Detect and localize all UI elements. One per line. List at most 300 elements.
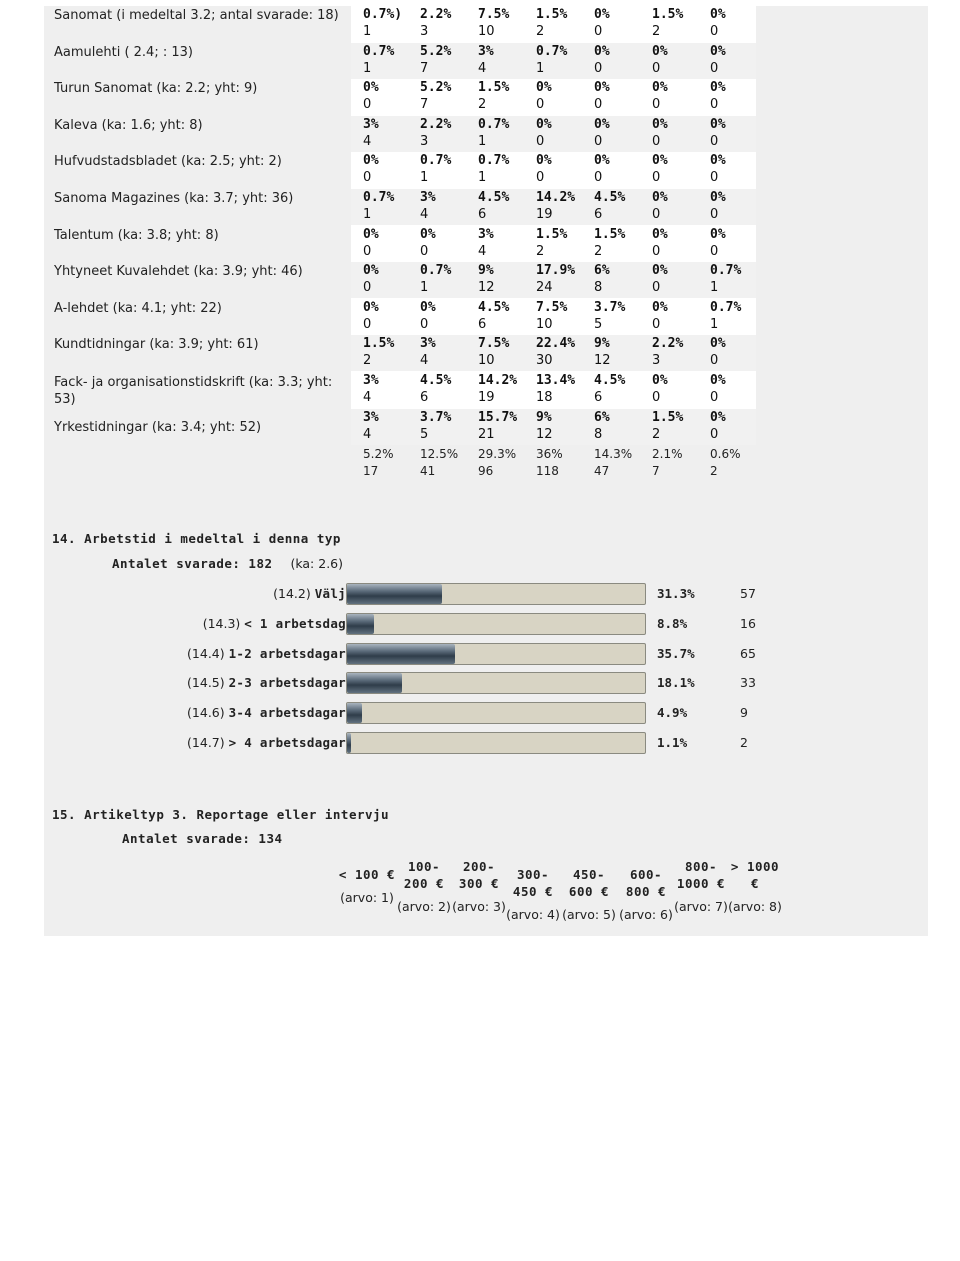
cell-percent: 14.2% (478, 373, 518, 388)
cell-percent: 5.2% (420, 80, 452, 96)
table-cell (408, 6, 466, 42)
table-cell (408, 226, 466, 262)
table-cell (466, 6, 524, 42)
total-percent: 14.3% (594, 447, 633, 461)
result-count: 33 (740, 675, 756, 691)
cell-count: 0 (363, 170, 372, 186)
table-cell (466, 152, 524, 188)
table-cell (524, 6, 582, 42)
cell-percent: 9% (536, 409, 552, 425)
table-cell (408, 189, 466, 225)
cell-percent: 1.5% (363, 336, 395, 352)
cell-percent: 22.4% (536, 336, 576, 352)
cell-count: 19 (536, 207, 553, 222)
price-range-column (617, 866, 675, 923)
total-percent: 2.1% (652, 447, 683, 461)
cell-percent: 0.7% (710, 299, 742, 315)
cell-percent: 0% (710, 409, 726, 425)
table-cell (351, 152, 409, 188)
cell-count: 1 (478, 170, 487, 186)
cell-percent: 0% (536, 153, 552, 169)
cell-count: 7 (420, 60, 429, 76)
cell-count: 0 (363, 280, 372, 296)
table-cell (524, 116, 582, 152)
cell-count: 2 (478, 97, 487, 113)
price-range-column (338, 866, 396, 906)
cell-count: 5 (420, 426, 429, 442)
total-cell (640, 446, 698, 480)
cell-percent: 0% (710, 336, 726, 352)
cell-percent: 7.5% (478, 7, 510, 22)
cell-percent: 0% (594, 80, 610, 96)
cell-percent: 0.7% (363, 190, 395, 205)
table-column (524, 6, 582, 445)
table-cell (408, 43, 466, 79)
cell-percent: 3.7% (420, 409, 452, 425)
result-percent: 8.8% (657, 615, 688, 631)
table-cell (698, 335, 756, 371)
row-label: Hufvudstadsbladet (ka: 2.5; yht: 2) (54, 154, 282, 170)
cell-count: 4 (363, 426, 372, 442)
cell-percent: 3% (363, 409, 379, 425)
cell-percent: 13.4% (536, 373, 576, 388)
arvo-value: (arvo: 7) (674, 899, 728, 914)
answer-option-label (150, 735, 346, 750)
option-code: (14.5) (187, 675, 229, 691)
cell-percent: 3% (363, 373, 379, 388)
row-label: Turun Sanomat (ka: 2.2; yht: 9) (54, 81, 258, 97)
cell-count: 21 (478, 426, 495, 442)
total-percent: 0.6% (710, 447, 741, 461)
result-percent: 35.7% (657, 645, 695, 661)
table-column (640, 6, 698, 445)
result-bar-fill (347, 614, 374, 634)
table-cell (698, 6, 756, 42)
cell-percent: 3% (363, 116, 379, 132)
result-bar-track (346, 702, 646, 724)
q14-title: 14. Arbetstid i medeltal i denna typ (52, 531, 341, 546)
table-cell (351, 43, 409, 79)
cell-count: 0 (710, 243, 719, 259)
table-cell (351, 6, 409, 42)
cell-percent: 4.5% (478, 190, 510, 205)
cell-percent: 1.5% (652, 409, 684, 425)
cell-count: 0 (420, 243, 429, 259)
table-cell (351, 116, 409, 152)
price-range: 450- 600 € (568, 867, 610, 899)
row-label: A-lehdet (ka: 4.1; yht: 22) (54, 300, 222, 316)
result-count: 65 (740, 645, 756, 661)
cell-count: 12 (478, 280, 495, 296)
cell-count: 1 (536, 60, 545, 76)
cell-count: 4 (420, 353, 429, 369)
option-code: (14.7) (187, 735, 229, 750)
table-cell (524, 299, 582, 335)
total-cell (582, 446, 640, 480)
cell-count: 1 (478, 133, 487, 149)
total-count: 7 (652, 464, 660, 478)
q15-title: 15. Artikeltyp 3. Reportage eller intervju (52, 807, 390, 822)
cell-percent: 0.7% (478, 153, 510, 169)
table-cell (640, 6, 698, 42)
cell-count: 19 (478, 390, 495, 405)
table-cell (524, 43, 582, 79)
result-bar-fill (347, 733, 351, 753)
total-percent: 29.3% (478, 447, 517, 461)
cell-count: 0 (710, 60, 719, 76)
cell-percent: 0% (652, 153, 668, 169)
table-cell (698, 226, 756, 262)
table-cell (698, 409, 756, 445)
cell-percent: 4.5% (478, 299, 510, 315)
q15-answered-label: Antalet svarade: 134 (122, 831, 283, 846)
answer-option-label (150, 675, 346, 690)
row-label: Sanomat (i medeltal 3.2; antal svarade: 18) (54, 8, 339, 23)
cell-percent: 1.5% (478, 80, 510, 96)
price-range-column (450, 858, 508, 915)
result-count: 9 (740, 705, 748, 721)
cell-count: 0 (710, 207, 719, 222)
cell-count: 0 (652, 243, 661, 259)
table-column (408, 6, 466, 445)
table-cell (698, 116, 756, 152)
cell-count: 4 (478, 60, 487, 76)
option-text: < 1 arbetsdag (244, 615, 346, 631)
q14-answered-label: Antalet svarade: 182 (112, 556, 273, 571)
table-cell (408, 152, 466, 188)
answer-option-label (150, 616, 346, 631)
table-cell (698, 262, 756, 298)
cell-count: 4 (363, 390, 372, 405)
arvo-value: (arvo: 5) (562, 907, 616, 922)
cell-count: 0 (710, 133, 719, 149)
row-label: Fack- ja organisationstidskrift (ka: 3.3; yht: 53) (54, 375, 333, 407)
table-cell (582, 152, 640, 188)
table-cell (640, 409, 698, 445)
cell-percent: 6% (594, 409, 610, 425)
cell-percent: 0% (652, 299, 668, 315)
total-count: 96 (478, 464, 494, 478)
cell-percent: 0% (594, 116, 610, 132)
table-cell (524, 372, 582, 408)
cell-percent: 14.2% (536, 190, 576, 205)
table-cell (524, 226, 582, 262)
cell-count: 0 (710, 353, 719, 369)
price-range-column (504, 866, 562, 923)
table-cell (408, 335, 466, 371)
cell-percent: 3% (420, 190, 436, 205)
q14-average: (ka: 2.6) (290, 556, 343, 571)
cell-count: 12 (594, 353, 611, 369)
cell-percent: 1.5% (536, 7, 568, 22)
answer-option-label (150, 705, 346, 720)
answer-option-label (150, 646, 346, 661)
table-column (582, 6, 640, 445)
cell-count: 18 (536, 390, 553, 405)
price-range-column (726, 858, 784, 915)
option-code: (14.4) (187, 645, 229, 661)
cell-count: 2 (536, 243, 545, 259)
cell-percent: 2.2% (420, 7, 452, 22)
cell-percent: 3% (478, 43, 494, 59)
cell-count: 2 (536, 24, 545, 39)
cell-percent: 0% (710, 43, 726, 59)
result-percent: 1.1% (657, 735, 688, 750)
table-cell (524, 152, 582, 188)
result-percent: 18.1% (657, 675, 695, 691)
cell-percent: 7.5% (478, 336, 510, 352)
option-text: 3-4 arbetsdagar (228, 705, 346, 721)
cell-percent: 0% (710, 226, 726, 242)
table-cell (640, 79, 698, 115)
q14-answered (112, 556, 343, 571)
cell-count: 1 (363, 60, 372, 76)
cell-percent: 1.5% (652, 7, 684, 22)
cell-percent: 9% (478, 263, 494, 279)
total-percent: 12.5% (420, 447, 459, 461)
price-range-column (560, 866, 618, 923)
cell-count: 1 (710, 280, 719, 296)
cell-percent: 0.7% (420, 263, 452, 279)
table-column (466, 6, 524, 445)
cell-percent: 0% (652, 80, 668, 96)
table-cell (582, 226, 640, 262)
cell-count: 6 (478, 207, 487, 222)
total-count: 118 (536, 464, 559, 478)
result-bar-track (346, 732, 646, 754)
cell-count: 10 (478, 24, 495, 39)
cell-percent: 0% (363, 226, 379, 242)
cell-percent: 3% (478, 226, 494, 242)
table-cell (466, 335, 524, 371)
cell-count: 1 (420, 170, 429, 186)
table-cell (466, 372, 524, 408)
table-cell (640, 152, 698, 188)
cell-percent: 0.7% (420, 153, 452, 169)
price-range: 200- 300 € (458, 859, 500, 891)
price-range: 100- 200 € (403, 859, 445, 891)
table-cell (640, 299, 698, 335)
cell-count: 0 (536, 170, 545, 186)
cell-count: 0 (363, 97, 372, 113)
table-column (351, 6, 409, 445)
cell-percent: 0% (594, 43, 610, 59)
result-bar-fill (347, 673, 402, 693)
table-cell (524, 262, 582, 298)
result-count: 2 (740, 735, 748, 750)
table-cell (582, 335, 640, 371)
cell-count: 3 (652, 353, 661, 369)
table-cell (640, 43, 698, 79)
table-cell (582, 79, 640, 115)
cell-count: 4 (363, 133, 372, 149)
table-cell (582, 6, 640, 42)
cell-count: 0 (594, 24, 603, 39)
cell-count: 0 (363, 316, 372, 332)
cell-count: 8 (594, 280, 603, 296)
cell-percent: 0% (594, 153, 610, 169)
cell-count: 0 (652, 207, 661, 222)
table-cell (524, 335, 582, 371)
total-cell (524, 446, 582, 480)
price-range: > 1000 € (730, 859, 780, 891)
table-cell (466, 43, 524, 79)
table-cell (351, 299, 409, 335)
cell-percent: 5.2% (420, 43, 452, 59)
cell-percent: 0% (710, 373, 726, 388)
total-percent: 36% (536, 447, 563, 461)
table-cell (698, 79, 756, 115)
table-cell (466, 79, 524, 115)
cell-percent: 4.5% (420, 373, 452, 388)
cell-percent: 0% (536, 116, 552, 132)
total-cell (698, 446, 756, 480)
table-cell (698, 189, 756, 225)
result-percent: 4.9% (657, 705, 688, 721)
table-cell (408, 299, 466, 335)
cell-count: 0 (652, 60, 661, 76)
cell-count: 1 (710, 316, 719, 332)
table-cell (408, 116, 466, 152)
cell-percent: 0% (594, 7, 610, 22)
result-percent: 31.3% (657, 586, 695, 601)
cell-percent: 0% (420, 299, 436, 315)
table-cell (640, 262, 698, 298)
table-cell (351, 372, 409, 408)
cell-percent: 0% (420, 226, 436, 242)
cell-percent: 2.2% (420, 116, 452, 132)
table-cell (351, 79, 409, 115)
cell-count: 0 (710, 170, 719, 186)
cell-count: 0 (652, 170, 661, 186)
table-column (698, 6, 756, 445)
table-cell (582, 299, 640, 335)
cell-percent: 0% (652, 190, 668, 205)
cell-count: 2 (363, 353, 372, 369)
table-cell (640, 226, 698, 262)
row-label: Sanoma Magazines (ka: 3.7; yht: 36) (54, 191, 294, 206)
cell-count: 8 (594, 426, 603, 442)
cell-count: 0 (710, 97, 719, 113)
cell-percent: 0% (363, 263, 379, 279)
row-label: Kaleva (ka: 1.6; yht: 8) (54, 117, 203, 133)
result-bar-fill (347, 584, 442, 604)
arvo-value: (arvo: 4) (506, 907, 560, 922)
table-cell (698, 299, 756, 335)
table-cell (466, 116, 524, 152)
table-cell (640, 372, 698, 408)
cell-count: 2 (594, 243, 603, 259)
cell-count: 12 (536, 426, 553, 442)
total-cell (408, 446, 466, 480)
result-bar-fill (347, 644, 455, 664)
cell-count: 3 (420, 24, 429, 39)
row-label: Kundtidningar (ka: 3.9; yht: 61) (54, 337, 259, 353)
table-cell (351, 262, 409, 298)
result-bar-track (346, 583, 646, 605)
cell-count: 0 (710, 390, 719, 405)
cell-count: 0 (652, 390, 661, 405)
arvo-value: (arvo: 3) (452, 899, 506, 914)
cell-percent: 15.7% (478, 409, 518, 425)
cell-percent: 0% (363, 299, 379, 315)
cell-count: 7 (420, 97, 429, 113)
table-cell (524, 189, 582, 225)
cell-percent: 0% (710, 80, 726, 96)
cell-count: 0 (363, 243, 372, 259)
cell-count: 2 (652, 426, 661, 442)
cell-count: 0 (536, 97, 545, 113)
option-code: (14.2) (273, 586, 315, 601)
table-cell (351, 189, 409, 225)
cell-count: 0 (594, 60, 603, 76)
table-cell (466, 226, 524, 262)
table-cell (640, 335, 698, 371)
result-bar-fill (347, 703, 362, 723)
arvo-value: (arvo: 6) (619, 907, 673, 922)
cell-count: 0 (710, 24, 719, 39)
total-percent: 5.2% (363, 447, 394, 461)
cell-count: 0 (594, 133, 603, 149)
cell-count: 30 (536, 353, 553, 369)
option-text: Välj (314, 586, 346, 601)
result-count: 57 (740, 586, 756, 601)
cell-percent: 0% (652, 373, 668, 388)
cell-percent: 3.7% (594, 299, 626, 315)
cell-count: 0 (594, 170, 603, 186)
cell-percent: 0% (652, 226, 668, 242)
cell-percent: 0% (710, 7, 726, 22)
cell-percent: 0% (710, 116, 726, 132)
table-cell (582, 262, 640, 298)
cell-count: 0 (536, 133, 545, 149)
cell-count: 1 (420, 280, 429, 296)
cell-percent: 3% (420, 336, 436, 352)
cell-percent: 0% (652, 116, 668, 132)
cell-percent: 0% (536, 80, 552, 96)
row-label: Aamulehti ( 2.4; : 13) (54, 44, 193, 60)
option-code: (14.6) (187, 705, 229, 721)
cell-count: 0 (420, 316, 429, 332)
total-count: 47 (594, 464, 610, 478)
cell-count: 1 (363, 24, 372, 39)
cell-percent: 0.7% (710, 263, 742, 279)
table-cell (351, 226, 409, 262)
cell-count: 6 (478, 316, 487, 332)
price-range: < 100 € (338, 867, 396, 882)
table-cell (351, 335, 409, 371)
cell-count: 24 (536, 280, 553, 296)
cell-percent: 0.7% (536, 43, 568, 59)
cell-percent: 0% (652, 43, 668, 59)
cell-percent: 0.7%) (363, 7, 403, 22)
result-bar-track (346, 643, 646, 665)
table-cell (408, 79, 466, 115)
table-cell (466, 189, 524, 225)
table-cell (698, 43, 756, 79)
table-cell (582, 43, 640, 79)
cell-count: 5 (594, 316, 603, 332)
table-cell (408, 409, 466, 445)
cell-count: 4 (478, 243, 487, 259)
row-label: Yrkestidningar (ka: 3.4; yht: 52) (54, 419, 262, 435)
result-bar-track (346, 613, 646, 635)
option-text: > 4 arbetsdagar (228, 735, 346, 750)
table-cell (640, 189, 698, 225)
option-text: 2-3 arbetsdagar (228, 675, 346, 691)
table-cell (640, 116, 698, 152)
cell-count: 2 (652, 24, 661, 39)
